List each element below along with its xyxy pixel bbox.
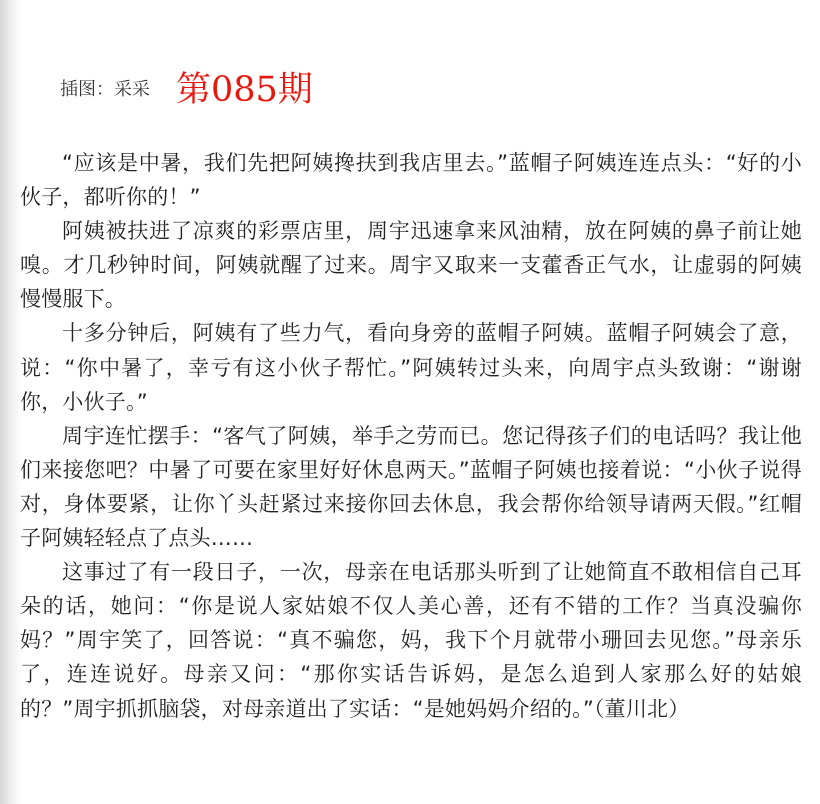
article-paragraph: 十多分钟后，阿姨有了些力气，看向身旁的蓝帽子阿姨。蓝帽子阿姨会了意，说：“你中暑了，幸亏有这小伙子帮忙。”阿姨转过头来，向周宇点头致谢：“谢谢你，小伙子。” [20,321,802,414]
article-body [20,146,802,726]
article-header [60,62,313,112]
illustration-credit: 插图：采采 [60,79,150,100]
article-paragraph: 周宇连忙摆手：“客气了阿姨，举手之劳而已。您记得孩子们的电话吗？我让他们来接您吧？中暑了可要在家里好好休息两天。”蓝帽子阿姨也接着说：“小伙子说得对，身体要紧，让你丫头赶紧过来接你回去休息，我会帮你给领导请两天假。”红帽子阿姨轻轻点了点头…… [20,423,802,551]
issue-number: 第085期 [176,70,313,110]
article-paragraph: “应该是中暑，我们先把阿姨搀扶到我店里去。”蓝帽子阿姨连连点头：“好的小伙子，都听你的！” [20,151,802,210]
article-paragraph: 阿姨被扶进了凉爽的彩票店里，周宇迅速拿来风油精，放在阿姨的鼻子前让她嗅。才几秒钟时间，阿姨就醒了过来。周宇又取来一支藿香正气水，让虚弱的阿姨慢慢服下。 [20,219,802,312]
page-edge-shadow [0,0,22,804]
article-paragraph: 这事过了有一段日子，一次，母亲在电话那头听到了让她简直不敢相信自己耳朵的话，她问：“你是说人家姑娘不仅人美心善，还有不错的工作？当真没骗你妈？”周宇笑了，回答说：“真不骗您，妈，我下个月就带小珊回去见您。”母亲乐了，连连说好。母亲又问：“那你实话告诉妈，是怎么追到人家那么好的姑娘的？”周宇抓抓脑袋，对母亲道出了实话：“是她妈妈介绍的。”（董川北） [20,560,802,721]
